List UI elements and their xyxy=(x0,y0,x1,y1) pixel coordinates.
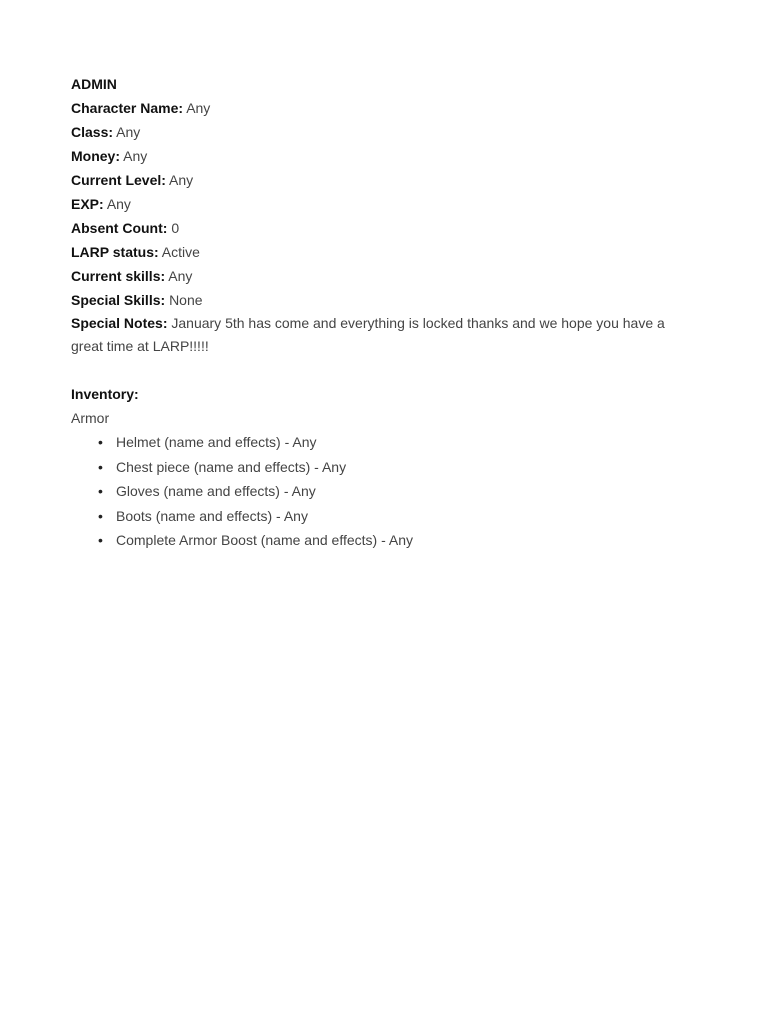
field-label: Class: xyxy=(71,124,114,140)
field-label: Current Level: xyxy=(71,172,166,188)
bullet-icon: • xyxy=(98,458,103,475)
inventory-heading xyxy=(71,382,691,406)
list-item xyxy=(71,504,691,529)
field-value: Any xyxy=(116,124,141,140)
sheet-title xyxy=(71,72,691,96)
bullet-icon: • xyxy=(98,483,103,499)
bullet-icon: • xyxy=(98,434,103,450)
field-special-notes xyxy=(71,312,691,358)
field-value: Any xyxy=(168,268,193,284)
inventory-label: Inventory: xyxy=(71,386,139,402)
field-current-skills xyxy=(71,264,691,288)
armor-item-text: Boots (name and effects) - Any xyxy=(116,507,308,524)
field-label: Special Notes: xyxy=(71,315,168,331)
armor-list xyxy=(71,430,691,553)
field-label: Absent Count: xyxy=(71,220,168,236)
list-item xyxy=(71,455,691,480)
field-current-level xyxy=(71,168,691,192)
section-spacer xyxy=(71,358,691,382)
field-value: 0 xyxy=(171,220,180,236)
field-label: LARP status: xyxy=(71,244,159,260)
field-value: Any xyxy=(186,100,211,116)
field-value: Any xyxy=(123,148,148,164)
bullet-icon: • xyxy=(98,532,103,548)
field-class xyxy=(71,120,691,144)
field-value: Any xyxy=(106,196,131,212)
field-character-name xyxy=(71,96,691,120)
armor-item-text: Chest piece (name and effects) - Any xyxy=(116,458,347,475)
bullet-icon: • xyxy=(98,507,103,524)
armor-item-text: Complete Armor Boost (name and effects) - Any xyxy=(116,532,413,548)
field-value: January 5th has come and everything is locked thanks and we hope you have a great time at LARP!!!!! xyxy=(71,315,665,354)
armor-item-text: Helmet (name and effects) - Any xyxy=(116,434,317,450)
field-special-skills xyxy=(71,288,691,312)
field-label: EXP: xyxy=(71,196,104,212)
field-money xyxy=(71,144,691,168)
list-item xyxy=(71,430,691,455)
armor-heading xyxy=(71,406,691,430)
list-item xyxy=(71,528,691,553)
list-item xyxy=(71,479,691,504)
field-absent-count xyxy=(71,216,691,240)
armor-item-text: Gloves (name and effects) - Any xyxy=(116,483,316,499)
field-label: Money: xyxy=(71,148,120,164)
armor-label: Armor xyxy=(71,410,110,426)
field-exp xyxy=(71,192,691,216)
character-sheet xyxy=(71,72,691,553)
field-value: None xyxy=(169,292,203,308)
field-larp-status xyxy=(71,240,691,264)
field-value: Active xyxy=(161,244,200,260)
field-label: Current skills: xyxy=(71,268,166,284)
field-label: Character Name: xyxy=(71,100,184,116)
field-value: Any xyxy=(169,172,194,188)
field-label: Special Skills: xyxy=(71,292,166,308)
sheet-title-text: ADMIN xyxy=(71,76,117,92)
